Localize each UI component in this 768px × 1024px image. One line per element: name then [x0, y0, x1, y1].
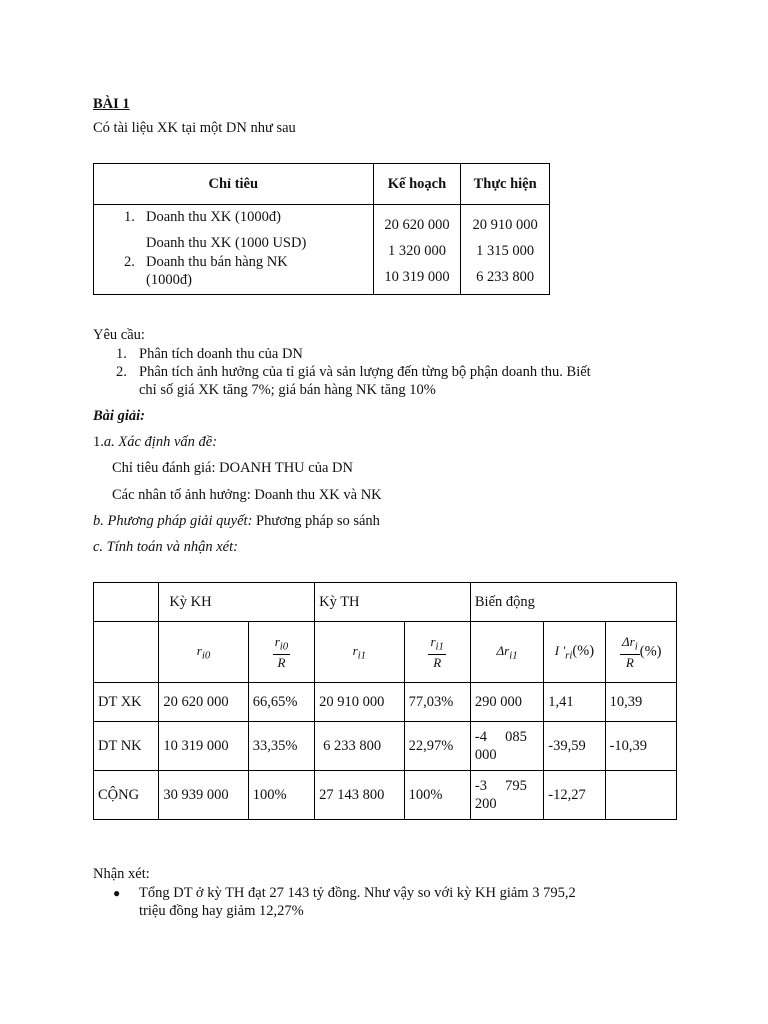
actual-value: 20 910 000	[472, 217, 538, 233]
actual-share: 22,97%	[404, 722, 470, 771]
plan-value: 20 620 000	[384, 217, 450, 233]
plan-share: 100%	[248, 771, 314, 820]
requirements-label: Yêu cầu:	[93, 327, 145, 343]
remark-line: Tổng DT ở kỳ TH đạt 27 143 tỷ đồng. Như vậy so với kỳ KH giảm 3 795,2	[139, 885, 576, 901]
actual-value: 27 143 800	[315, 771, 404, 820]
section-b-value: Phương pháp so sánh	[252, 513, 380, 529]
header-plan: Kế hoạch	[373, 164, 461, 205]
data-table	[93, 163, 550, 295]
section-b-label: b. Phương pháp giải quyết:	[93, 513, 253, 529]
actual-share: 100%	[404, 771, 470, 820]
item-number: 2.	[124, 254, 135, 270]
indicator-cell	[94, 205, 374, 295]
header-r-i1: $r_{i1}$	[315, 622, 404, 683]
table-row	[94, 683, 677, 722]
section-b	[93, 513, 380, 530]
requirement-item: Phân tích ảnh hưởng của tỉ giá và sản lượng đến từng bộ phận doanh thu. Biết	[139, 364, 591, 380]
group-change: Biến động	[470, 583, 676, 622]
intro-text: Có tài liệu XK tại một DN như sau	[93, 120, 296, 136]
plan-share: 33,35%	[248, 722, 314, 771]
delta-ratio-value: 10,39	[605, 683, 676, 722]
plan-value: 30 939 000	[159, 771, 248, 820]
row-label: CỘNG	[94, 771, 159, 820]
index-value: 1,41	[544, 683, 605, 722]
actual-value: 6 233 800	[476, 269, 535, 285]
item-label: Doanh thu bán hàng NK	[146, 254, 288, 270]
header-delta-ratio: $\frac{\Delta r_i}{R}$ (%)	[605, 622, 676, 683]
header-r-i0-ratio: $\frac{r_{i0}}{R}$	[248, 622, 314, 683]
group-header-row	[94, 583, 677, 622]
header-r-i0: $r_{i0}$	[159, 622, 248, 683]
plan-value: 20 620 000	[159, 683, 248, 722]
remarks-label: Nhận xét:	[93, 866, 150, 882]
solution-label: Bài giải:	[93, 408, 145, 424]
plan-values	[373, 205, 461, 295]
header-indicator: Chỉ tiêu	[94, 164, 374, 205]
table-row	[94, 771, 677, 820]
header-r-i1-ratio: $\frac{r_{i1}}{R}$	[404, 622, 470, 683]
list-number: 2.	[116, 364, 127, 380]
actual-share: 77,03%	[404, 683, 470, 722]
factors-text: Các nhân tố ảnh hưởng: Doanh thu XK và NK	[112, 487, 382, 503]
item-label: Doanh thu XK (1000đ)	[146, 209, 281, 225]
delta-value: -3 795 200	[470, 771, 543, 820]
plan-value: 1 320 000	[387, 243, 446, 259]
section-prefix: 1.	[93, 434, 104, 450]
section-a-label: a. Xác định vấn đề:	[103, 434, 218, 450]
requirement-item: Phân tích doanh thu của DN	[139, 346, 303, 362]
header-delta: $\Delta r_{i1}$	[470, 622, 543, 683]
requirement-item-cont: chỉ số giá XK tăng 7%; giá bán hàng NK tăng 10%	[139, 382, 436, 398]
empty-cell	[94, 622, 159, 683]
row-label: DT XK	[94, 683, 159, 722]
list-number: 1.	[116, 346, 127, 362]
sub-header-row	[94, 622, 677, 683]
analysis-table	[93, 582, 677, 820]
exercise-title: BÀI 1	[93, 96, 130, 112]
row-label: DT NK	[94, 722, 159, 771]
section-a	[93, 434, 217, 451]
item-number: 1.	[124, 209, 135, 225]
index-value: -12,27	[544, 771, 605, 820]
table-header-row	[94, 164, 550, 205]
delta-ratio-value: -10,39	[605, 722, 676, 771]
actual-value: 6 233 800	[315, 722, 404, 771]
group-plan: Kỳ KH	[159, 583, 315, 622]
actual-values	[461, 205, 550, 295]
criteria-text: Chỉ tiêu đánh giá: DOANH THU của DN	[112, 460, 353, 476]
index-value: -39,59	[544, 722, 605, 771]
header-actual: Thực hiện	[461, 164, 550, 205]
plan-value: 10 319 000	[384, 269, 450, 285]
section-c-label: c. Tính toán và nhận xét:	[93, 539, 238, 555]
actual-value: 1 315 000	[476, 243, 535, 259]
remark-line-cont: triệu đồng hay giảm 12,27%	[139, 903, 304, 919]
group-actual: Kỳ TH	[315, 583, 471, 622]
item-label: (1000đ)	[146, 272, 192, 288]
delta-ratio-value	[605, 771, 676, 820]
table-row	[94, 722, 677, 771]
header-index: I '$_{ri}(\%)$	[544, 622, 605, 683]
delta-value: 290 000	[470, 683, 543, 722]
delta-value: -4 085 000	[470, 722, 543, 771]
plan-value: 10 319 000	[159, 722, 248, 771]
bullet-dot-icon: ●	[113, 886, 121, 900]
table-row	[94, 205, 550, 295]
plan-share: 66,65%	[248, 683, 314, 722]
item-label: Doanh thu XK (1000 USD)	[146, 235, 307, 251]
empty-corner	[94, 583, 159, 622]
actual-value: 20 910 000	[315, 683, 404, 722]
